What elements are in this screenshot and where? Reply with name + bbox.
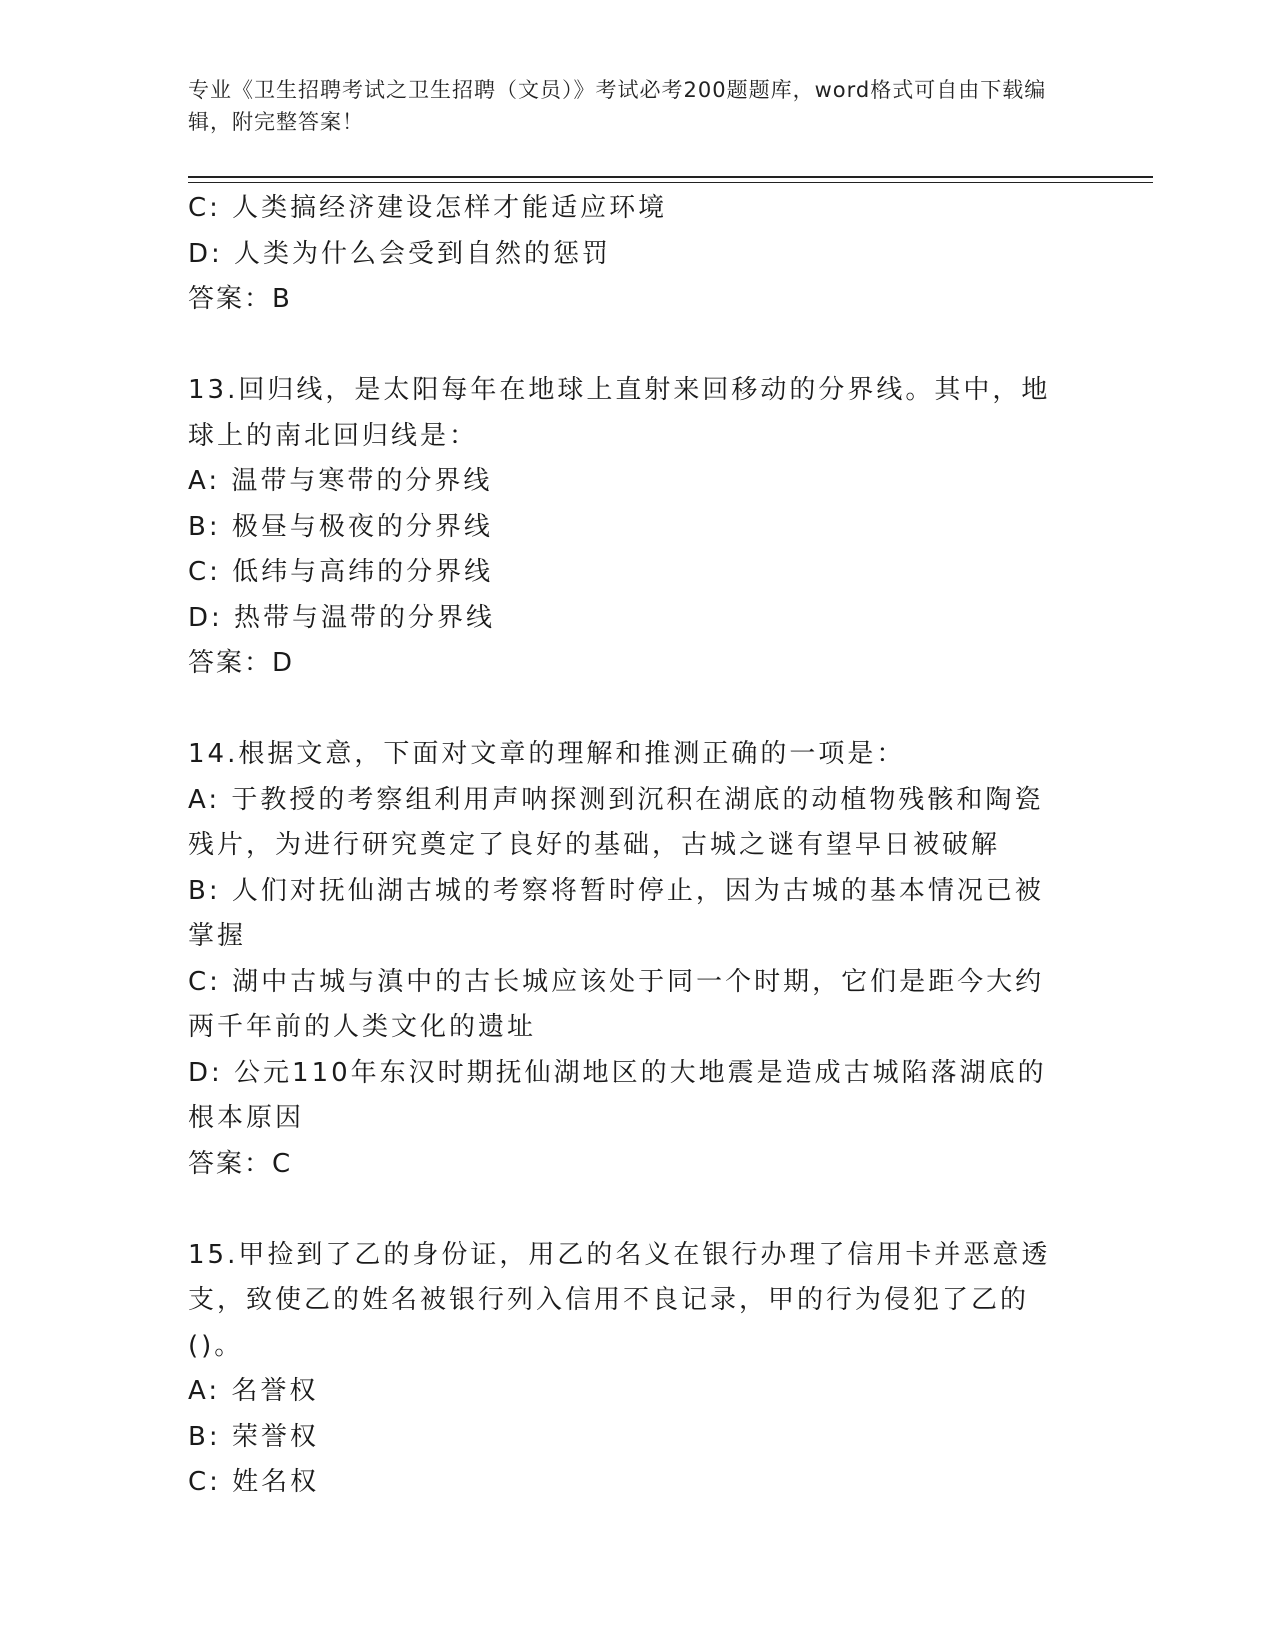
q14-option-a: A: 于教授的考察组利用声呐探测到沉积在湖底的动植物残骸和陶瓷残片，为进行研究奠定了良好的基础，古城之谜有望早日被破解 — [188, 784, 1044, 860]
q12-option-d: D: 人类为什么会受到自然的惩罚 — [188, 238, 612, 269]
q14-option-b: B: 人们对抚仙湖古城的考察将暂时停止，因为古城的基本情况已被掌握 — [188, 875, 1044, 951]
q12-option-c: C: 人类搞经济建设怎样才能适应环境 — [188, 193, 668, 223]
q15-option-a: A: 名誉权 — [188, 1376, 319, 1406]
q13-option-c: C: 低纬与高纬的分界线 — [188, 557, 494, 587]
q14-option-d: D: 公元110年东汉时期抚仙湖地区的大地震是造成古城陷落湖底的根本原因 — [188, 1057, 1047, 1133]
q13-stem: 13.回归线，是太阳每年在地球上直射来回移动的分界线。其中，地球上的南北回归线是： — [188, 375, 1051, 451]
q13-option-a: A: 温带与寒带的分界线 — [188, 466, 493, 496]
q14-stem: 14.根据文意，下面对文章的理解和推测正确的一项是： — [188, 739, 906, 769]
q14-answer: 答案：C — [188, 1148, 293, 1179]
q15-option-b: B: 荣誉权 — [188, 1421, 319, 1452]
q13-option-b: B: 极昼与极夜的分界线 — [188, 511, 493, 542]
q14-option-c: C: 湖中古城与滇中的古长城应该处于同一个时期，它们是距今大约两千年前的人类文化的遗址 — [188, 966, 1045, 1042]
q13-answer: 答案：D — [188, 648, 295, 678]
spacer — [188, 687, 1068, 733]
question-list — [188, 186, 1068, 1506]
q15-option-c: C: 姓名权 — [188, 1467, 320, 1497]
spacer — [188, 323, 1068, 369]
header-rule-thick — [188, 176, 1153, 178]
header-rule-thin — [188, 182, 1153, 183]
document-header: 专业《卫生招聘考试之卫生招聘（文员）》考试必考200题题库，word格式可自由下载编辑，附完整答案！ — [188, 78, 1047, 134]
q13-option-d: D: 热带与温带的分界线 — [188, 602, 496, 633]
q12-answer: 答案：B — [188, 284, 292, 314]
q15-stem: 15.甲捡到了乙的身份证，用乙的名义在银行办理了信用卡并恶意透支，致使乙的姓名被银行列入信用不良记录，甲的行为侵犯了乙的()。 — [188, 1239, 1051, 1361]
spacer — [188, 1187, 1068, 1233]
